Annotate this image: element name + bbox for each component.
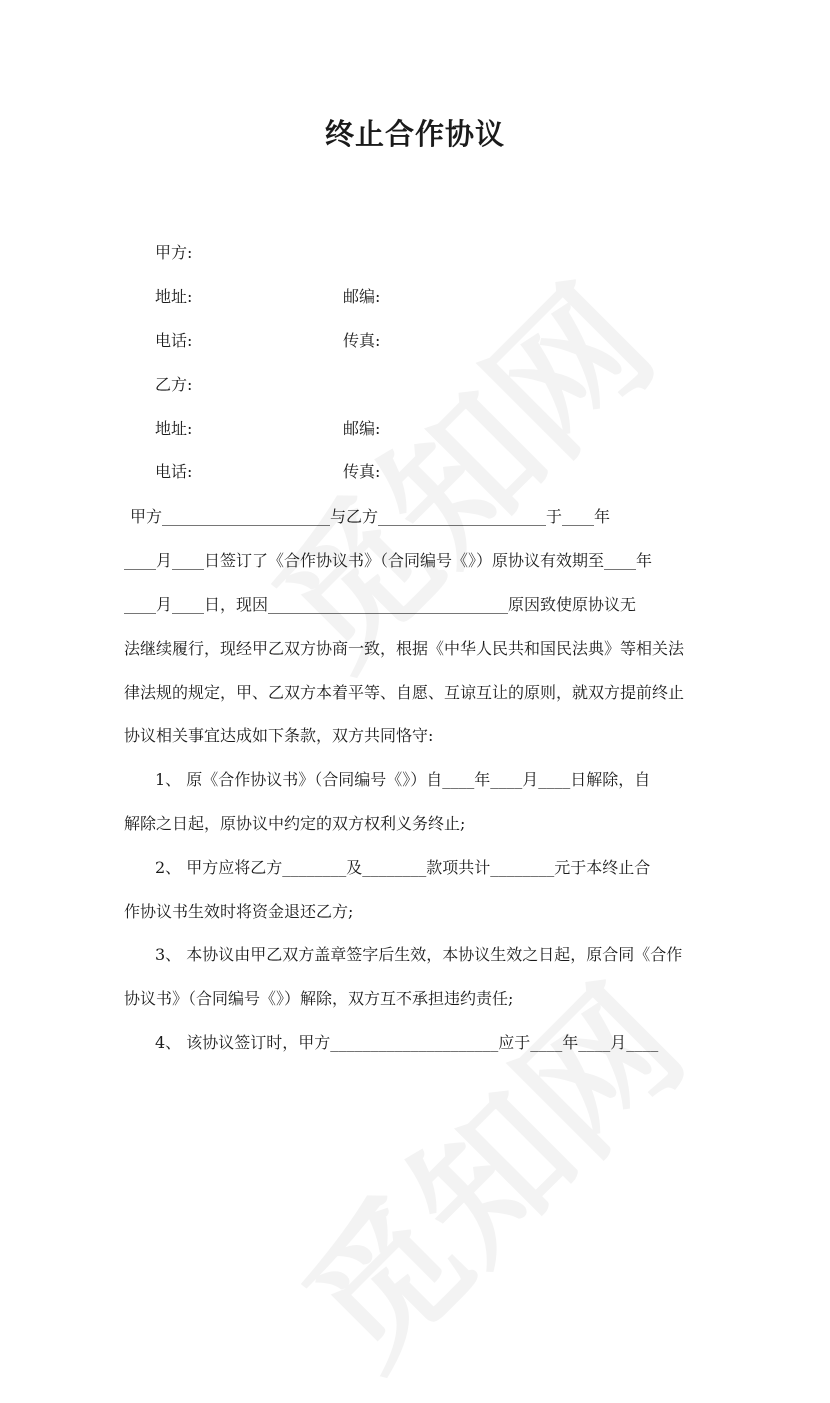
clause-2: 2、 甲方应将乙方________及________款项共计________元于本终止合 — [155, 858, 651, 877]
party-a-fax-label: 传真: — [343, 331, 381, 350]
clause-3-cont: 协议书》（合同编号《》）解除，双方互不承担违约责任; — [124, 989, 514, 1008]
party-b-phone-label: 电话: — [155, 462, 193, 481]
clause-4: 4、 该协议签订时，甲方_____________________应于____年____月____ — [155, 1033, 659, 1052]
party-b-name-label: 乙方: — [155, 375, 193, 394]
party-b-address-label: 地址: — [155, 419, 193, 438]
party-a-postcode-label: 邮编: — [343, 287, 381, 306]
party-b-fax-label: 传真: — [343, 462, 381, 481]
party-a-phone-label: 电话: — [155, 331, 193, 350]
watermark — [220, 233, 691, 704]
party-a-name-label: 甲方: — [155, 243, 193, 262]
body-line: 律法规的规定，甲、乙双方本着平等、自愿、互谅互让的原则，就双方提前终止 — [124, 683, 685, 702]
body-line: ____月____日，现因______________________________原因致使原协议无 — [124, 595, 637, 614]
clause-3: 3、 本协议由甲乙双方盖章签字后生效，本协议生效之日起，原合同《合作 — [155, 945, 683, 964]
body-line: 法继续履行，现经甲乙双方协商一致，根据《中华人民共和国民法典》等相关法 — [124, 639, 685, 658]
clause-1-cont: 解除之日起，原协议中约定的双方权利义务终止; — [124, 814, 466, 833]
body-line: ____月____日签订了《合作协议书》（合同编号《》）原协议有效期至____年 — [124, 551, 653, 570]
body-line: 甲方_____________________与乙方_____________________于____年 — [130, 507, 611, 526]
clause-2-cont: 作协议书生效时将资金退还乙方; — [124, 902, 354, 921]
document-title: 终止合作协议 — [324, 117, 505, 151]
clause-1: 1、 原《合作协议书》（合同编号《》）自____年____月____日解除，自 — [155, 770, 651, 789]
body-line: 协议相关事宜达成如下条款，双方共同恪守: — [124, 726, 434, 745]
party-a-address-label: 地址: — [155, 287, 193, 306]
party-b-postcode-label: 邮编: — [343, 419, 381, 438]
